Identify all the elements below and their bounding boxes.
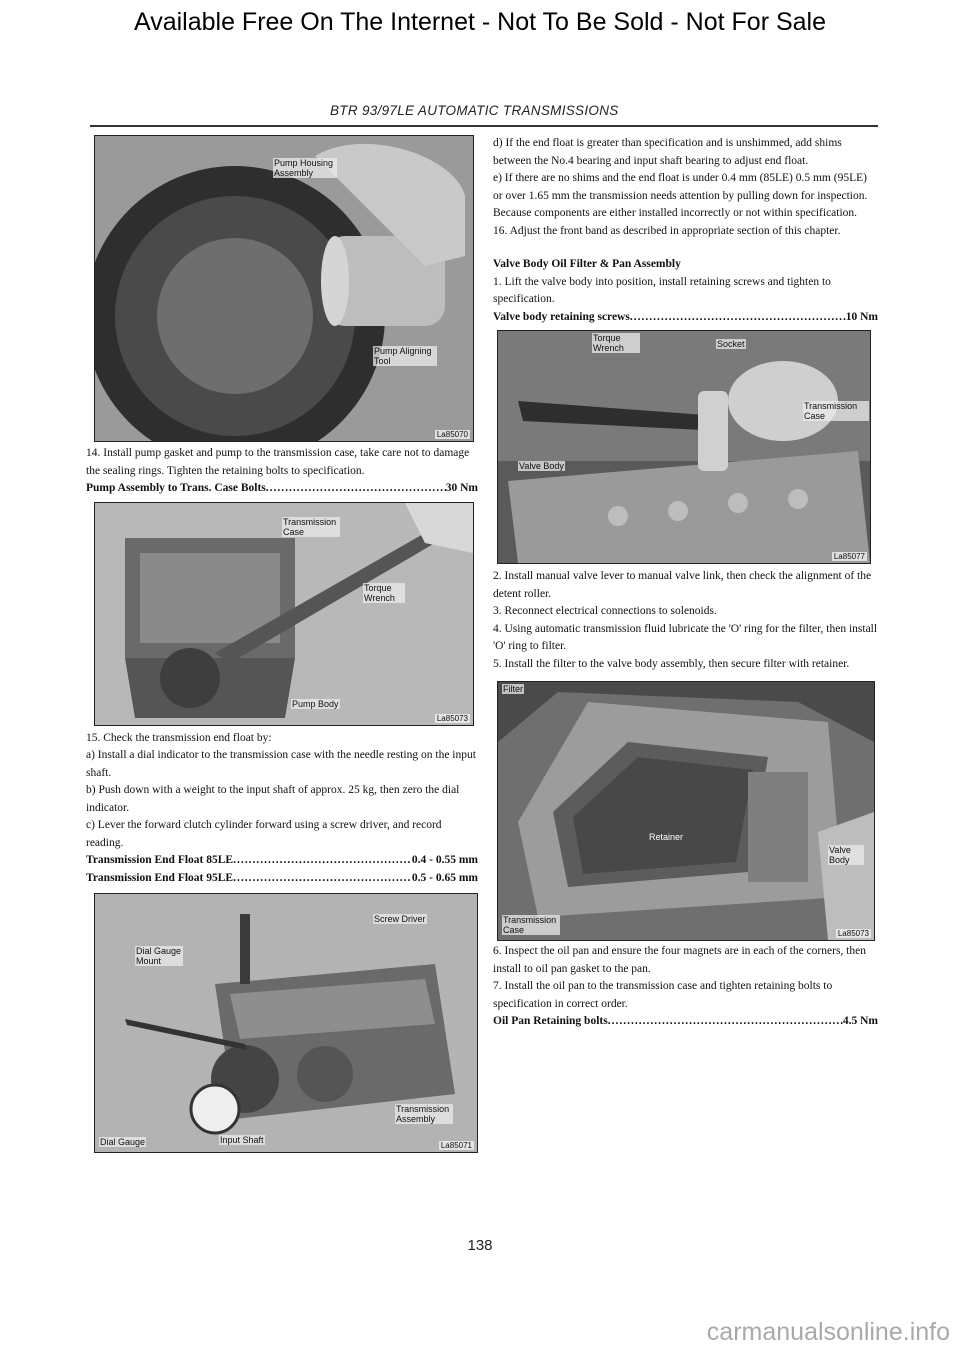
valve-body-photo	[498, 331, 870, 563]
step-15: 15. Check the transmission end float by:	[86, 731, 272, 744]
banner: Available Free On The Internet - Not To Be Sold - Not For Sale	[133, 8, 827, 36]
fig3-label-input-shaft: Input Shaft	[220, 1135, 264, 1145]
spec-valve-body-screws	[493, 309, 878, 327]
spec-95-value: 0.5 - 0.65 mm	[411, 871, 478, 884]
fig3-label-dial-gauge-mount: Dial Gauge Mount	[136, 946, 182, 966]
vb-step-7: 7. Install the oil pan to the transmission case and tighten retaining bolts to specification in correct order.	[493, 980, 833, 1010]
fig3-label-dial-gauge: Dial Gauge	[100, 1137, 146, 1147]
fig5-label-transmission-case: Transmission Case	[502, 915, 560, 935]
step-15b: b) Push down with a weight to the input shaft of approx. 25 kg, then zero the dial indicator.	[86, 784, 460, 814]
fig5-ref: La85073	[837, 929, 869, 938]
watermark: carmanualsonline.info	[706, 1318, 950, 1346]
spec-pan-dots	[608, 1013, 843, 1031]
spec-vb-dots	[630, 309, 846, 327]
step-16: 16. Adjust the front band as described in appropriate section of this chapter.	[493, 224, 841, 237]
spec-pump-label: Pump Assembly to Trans. Case Bolts	[86, 482, 266, 494]
step-15a: a) Install a dial indicator to the transmission case with the needle resting on the input shaft.	[86, 749, 476, 779]
spec-vb-label: Valve body retaining screws	[493, 310, 630, 323]
valve-body-heading: Valve Body Oil Filter & Pan Assembly	[493, 258, 681, 270]
fig1-label-pump-aligning-tool: Pump Aligning Tool	[373, 346, 437, 366]
step-15e: e) If there are no shims and the end float is under 0.4 mm (85LE) 0.5 mm (95LE) or over 1.65 mm the transmission needs attention by pulling down for inspection. Because components are either installed incorrectly or not within specification.	[493, 172, 868, 219]
fig3-ref: La85071	[440, 1141, 472, 1150]
vb-step-3: 3. Reconnect electrical connections to solenoids.	[493, 605, 717, 617]
spec-85-label: Transmission End Float 85LE	[86, 854, 234, 866]
spec-vb-value: 10 Nm	[845, 310, 878, 323]
vb-step-1: 1. Lift the valve body into position, install retaining screws and tighten to specification.	[493, 275, 831, 305]
fig4-label-valve-body: Valve Body	[519, 461, 564, 471]
right-column	[493, 135, 878, 1031]
figure-pump-to-case	[94, 502, 474, 726]
fig2-ref: La85073	[436, 713, 468, 723]
step-14: 14. Install pump gasket and pump to the transmission case, take care not to damage the sealing rings. Tighten the retaining bolts to specification.	[86, 447, 470, 477]
vb-step-5: 5. Install the filter to the valve body assembly, then secure filter with retainer.	[493, 657, 850, 670]
vb-step-4: 4. Using automatic transmission fluid lubricate the 'O' ring for the filter, then install 'O' ring to filter.	[493, 622, 878, 652]
spec-pan-label: Oil Pan Retaining bolts	[493, 1015, 608, 1027]
fig2-label-pump-body: Pump Body	[292, 698, 339, 709]
spec-95-dots	[233, 870, 412, 888]
spec-pan-value: 4.5 Nm	[842, 1015, 878, 1027]
vb-step-2: 2. Install manual valve lever to manual valve link, then check the alignment of the detent roller.	[493, 570, 872, 600]
page-number: 138	[467, 1237, 493, 1254]
step-15d: d) If the end float is greater than specification and is unshimmed, add shims between the No.4 bearing and input shaft bearing to adjust end float.	[493, 137, 842, 167]
fig4-label-transmission-case: Transmission Case	[803, 401, 869, 421]
spec-oil-pan-bolts	[493, 1013, 878, 1031]
fig4-label-torque-wrench: Torque Wrench	[592, 333, 640, 353]
fig2-label-transmission-case: Transmission Case	[282, 517, 340, 537]
spec-pump-value: 30 Nm	[445, 482, 478, 494]
fig5-label-filter: Filter	[503, 684, 523, 694]
spec-85-dots	[233, 852, 412, 870]
figure-pump-housing	[94, 135, 474, 442]
left-column	[86, 135, 478, 1153]
spec-end-float-95	[86, 870, 478, 888]
spec-pump-dots	[266, 480, 446, 498]
fig1-ref: La85070	[436, 430, 468, 439]
running-head-rule	[90, 125, 878, 127]
fig3-label-screw-driver: Screw Driver	[374, 914, 426, 924]
fig4-ref: La85077	[833, 552, 865, 561]
fig5-label-valve-body: Valve Body	[828, 845, 864, 865]
figure-end-float-check	[94, 893, 478, 1153]
figure-valve-body-install	[497, 330, 871, 564]
vb-step-6: 6. Inspect the oil pan and ensure the four magnets are in each of the corners, then install to oil pan gasket to the pan.	[493, 945, 866, 975]
figure-oil-filter	[497, 681, 875, 941]
fig3-label-transmission-assembly: Transmission Assembly	[395, 1104, 453, 1124]
fig1-label-pump-housing: Pump Housing Assembly	[273, 158, 337, 178]
pump-housing-photo	[95, 136, 473, 441]
oil-filter-photo	[498, 682, 874, 940]
fig4-label-socket: Socket	[717, 339, 745, 349]
fig5-label-retainer: Retainer	[649, 832, 684, 842]
spec-95-label: Transmission End Float 95LE	[86, 871, 234, 884]
spec-pump-assembly	[86, 480, 478, 498]
step-15c: c) Lever the forward clutch cylinder forward using a screw driver, and record reading.	[86, 819, 442, 849]
section-gap	[493, 240, 878, 256]
spec-end-float-85	[86, 852, 478, 870]
spec-85-value: 0.4 - 0.55 mm	[411, 854, 478, 866]
running-head: BTR 93/97LE AUTOMATIC TRANSMISSIONS	[330, 103, 619, 118]
fig2-label-torque-wrench: Torque Wrench	[363, 583, 405, 603]
